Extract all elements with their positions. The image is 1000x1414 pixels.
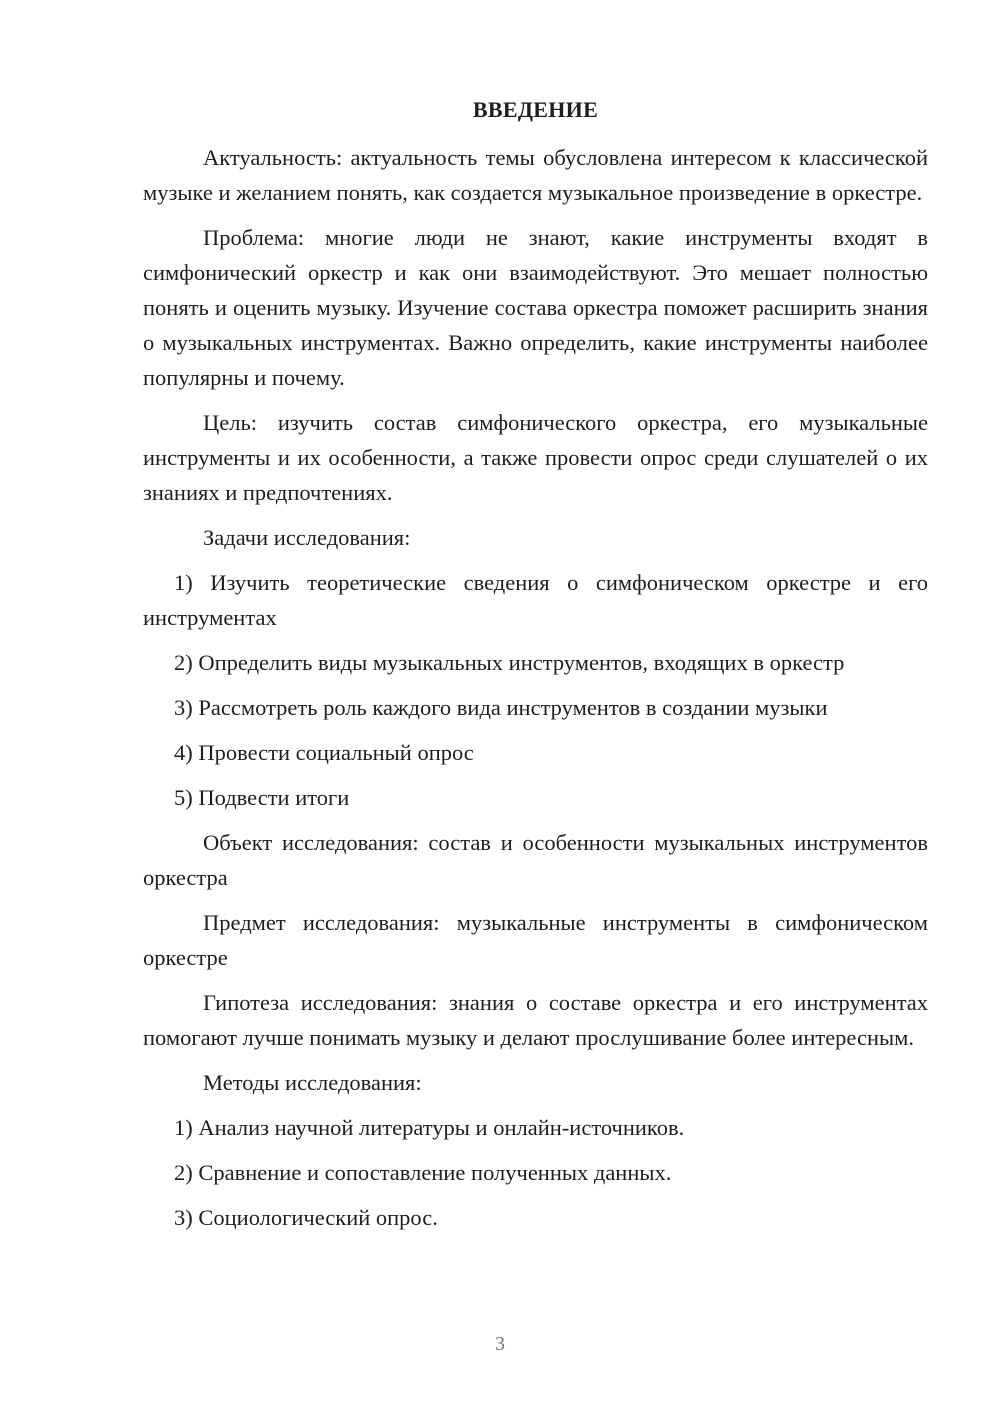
methods-label: Методы исследования: (203, 1070, 422, 1095)
task-item-3: 3) Рассмотреть роль каждого вида инструментов в создании музыки (174, 695, 828, 720)
task-item-1: 1) Изучить теоретические сведения о симфоническом оркестре и его инструментах (143, 570, 928, 630)
document-page (143, 92, 928, 1245)
hypothesis-paragraph: Гипотеза исследования: знания о составе оркестра и его инструментах помогают лучше понимать музыку и делают прослушивание более интересным. (143, 990, 928, 1050)
object-paragraph: Объект исследования: состав и особенности музыкальных инструментов оркестра (143, 830, 928, 890)
subject-paragraph: Предмет исследования: музыкальные инструменты в симфоническом оркестре (143, 910, 928, 970)
task-item-2: 2) Определить виды музыкальных инструментов, входящих в оркестр (174, 650, 845, 675)
tasks-list (143, 565, 928, 815)
method-item-3: 3) Социологический опрос. (174, 1205, 438, 1230)
methods-list (143, 1110, 928, 1235)
tasks-label: Задачи исследования: (203, 525, 411, 550)
goal-paragraph: Цель: изучить состав симфонического оркестра, его музыкальные инструменты и их особенности, а также провести опрос среди слушателей о их знаниях и предпочтениях. (143, 410, 928, 505)
relevance-paragraph: Актуальность: актуальность темы обусловлена интересом к классической музыке и желанием понять, как создается музыкальное произведение в оркестре. (143, 145, 928, 205)
method-item-2: 2) Сравнение и сопоставление полученных данных. (174, 1160, 672, 1185)
method-item-1: 1) Анализ научной литературы и онлайн-источников. (174, 1115, 685, 1140)
page-number: 3 (495, 1333, 505, 1355)
task-item-5: 5) Подвести итоги (174, 785, 350, 810)
problem-paragraph: Проблема: многие люди не знают, какие инструменты входят в симфонический оркестр и как они взаимодействуют. Это мешает полностью понять и оценить музыку. Изучение состава оркестра поможет расширить знания о музыкальных инструментах. Важно определить, какие инструменты наиболее популярны и почему. (143, 225, 928, 390)
section-heading: ВВЕДЕНИЕ (472, 97, 599, 122)
task-item-4: 4) Провести социальный опрос (174, 740, 474, 765)
